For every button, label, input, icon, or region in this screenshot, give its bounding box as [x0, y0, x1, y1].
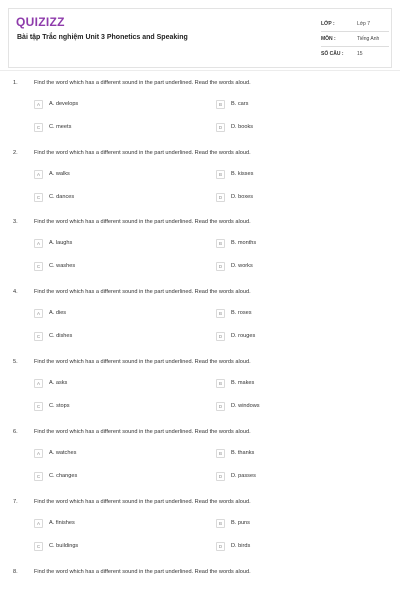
option-letter-box: C	[34, 262, 43, 271]
option-text: B. thanks	[231, 450, 255, 456]
question-number: 7.	[13, 499, 18, 505]
meta-value: Lớp 7	[357, 21, 371, 27]
option-letter-box: A	[34, 379, 43, 388]
option-letter-box: C	[34, 123, 43, 132]
option-letter-box: A	[34, 449, 43, 458]
worksheet-title: Bài tập Trắc nghiệm Unit 3 Phonetics and Speaking	[17, 34, 188, 41]
meta-row-class	[321, 17, 389, 32]
option-letter-box: D	[216, 193, 225, 202]
option-letter-box: D	[216, 542, 225, 551]
option-text: A. finishes	[49, 520, 75, 526]
meta-label: SỐ CÂU :	[321, 51, 344, 57]
option-letter-box: C	[34, 193, 43, 202]
question-item	[0, 499, 400, 569]
meta-value: 15	[357, 51, 363, 57]
question-text: Find the word which has a different sound in the part underlined. Read the words aloud.	[34, 219, 251, 225]
option-text: A. dies	[49, 310, 67, 316]
question-item	[0, 569, 400, 600]
option-text: B. roses	[231, 310, 252, 316]
option-letter-box: D	[216, 262, 225, 271]
question-number: 2.	[13, 150, 18, 156]
meta-row-subject	[321, 32, 389, 47]
option-text: B. cars	[231, 101, 249, 107]
option-letter-box: A	[34, 100, 43, 109]
question-number: 4.	[13, 289, 18, 295]
option-letter-box: C	[34, 542, 43, 551]
worksheet-meta	[321, 17, 389, 62]
option-letter-box: A	[34, 309, 43, 318]
option-letter-box: C	[34, 332, 43, 341]
meta-value: Tiếng Anh	[357, 36, 380, 42]
question-text: Find the word which has a different sound in the part underlined. Read the words aloud.	[34, 289, 251, 295]
option-letter-box: A	[34, 170, 43, 179]
question-number: 8.	[13, 569, 18, 575]
header-divider	[0, 70, 400, 71]
quizizz-logo: QUIZIZZ	[16, 15, 65, 29]
option-text: D. works	[231, 263, 253, 269]
option-text: C. dances	[49, 194, 75, 200]
question-item	[0, 429, 400, 499]
meta-label: LỚP :	[321, 21, 335, 27]
option-text: A. watches	[49, 450, 77, 456]
option-letter-box: D	[216, 472, 225, 481]
option-text: D. boxes	[231, 194, 254, 200]
option-letter-box: D	[216, 332, 225, 341]
option-letter-box: D	[216, 123, 225, 132]
question-text: Find the word which has a different sound in the part underlined. Read the words aloud.	[34, 80, 251, 86]
question-text: Find the word which has a different sound in the part underlined. Read the words aloud.	[34, 569, 251, 575]
question-number: 3.	[13, 219, 18, 225]
question-number: 6.	[13, 429, 18, 435]
option-text: D. books	[231, 124, 254, 130]
question-text: Find the word which has a different sound in the part underlined. Read the words aloud.	[34, 359, 251, 365]
option-text: A. laughs	[49, 240, 73, 246]
option-text: A. develops	[49, 101, 79, 107]
option-letter-box: A	[34, 519, 43, 528]
question-item	[0, 219, 400, 289]
option-letter-box: A	[34, 239, 43, 248]
option-text: C. washes	[49, 263, 76, 269]
option-text: D. birds	[231, 543, 251, 549]
question-text: Find the word which has a different sound in the part underlined. Read the words aloud.	[34, 150, 251, 156]
option-text: C. changes	[49, 473, 78, 479]
option-text: A. asks	[49, 380, 68, 386]
option-letter-box: B	[216, 519, 225, 528]
option-letter-box: B	[216, 239, 225, 248]
option-text: C. dishes	[49, 333, 73, 339]
option-letter-box: B	[216, 170, 225, 179]
option-text: A. walks	[49, 171, 70, 177]
option-letter-box: C	[34, 472, 43, 481]
meta-label: MÔN :	[321, 36, 336, 42]
option-text: D. rouges	[231, 333, 256, 339]
option-text: B. makes	[231, 380, 255, 386]
question-item	[0, 80, 400, 150]
option-letter-box: B	[216, 449, 225, 458]
option-text: B. puns	[231, 520, 250, 526]
option-text: C. buildings	[49, 543, 79, 549]
question-text: Find the word which has a different sound in the part underlined. Read the words aloud.	[34, 499, 251, 505]
option-text: B. kisses	[231, 171, 254, 177]
question-text: Find the word which has a different sound in the part underlined. Read the words aloud.	[34, 429, 251, 435]
option-text: D. passes	[231, 473, 256, 479]
option-letter-box: B	[216, 379, 225, 388]
question-item	[0, 289, 400, 359]
question-number: 5.	[13, 359, 18, 365]
meta-row-question-count	[321, 47, 389, 62]
option-letter-box: B	[216, 309, 225, 318]
option-text: D. windows	[231, 403, 260, 409]
question-number: 1.	[13, 80, 18, 86]
question-item	[0, 359, 400, 429]
option-letter-box: C	[34, 402, 43, 411]
worksheet-header	[8, 8, 392, 68]
question-item	[0, 150, 400, 220]
option-letter-box: B	[216, 100, 225, 109]
option-text: C. stops	[49, 403, 70, 409]
option-text: C. meets	[49, 124, 72, 130]
option-text: B. months	[231, 240, 257, 246]
option-letter-box: D	[216, 402, 225, 411]
